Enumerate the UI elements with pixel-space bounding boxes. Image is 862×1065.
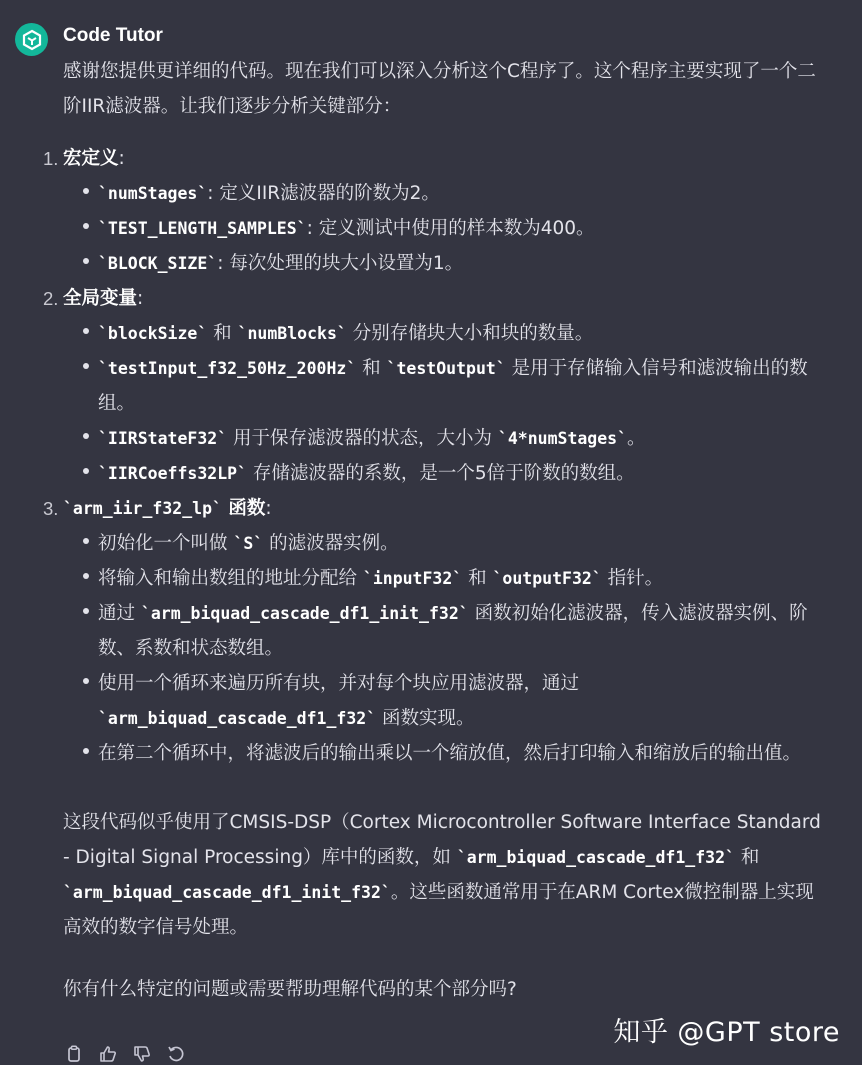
item-text: 使用一个循环来遍历所有块，并对每个块应用滤波器，通过 (98, 673, 580, 694)
message-actions (63, 1043, 187, 1065)
list-item (98, 351, 828, 421)
item-text: : 定义IIR滤波器的阶数为2。 (207, 183, 440, 204)
bullet-list (63, 526, 828, 771)
thumbs-down-button[interactable] (131, 1043, 153, 1065)
item-text: 分别存储块大小和块的数量。 (346, 323, 594, 344)
list-item (98, 456, 828, 491)
inline-code: `arm_biquad_cascade_df1_init_f32` (63, 883, 391, 902)
summary-text: 这段代码似乎使用了CMSIS-DSP（Cortex Microcontroller Software Interface Standard - Digital Signal Processing）库中的函数，如 (63, 812, 821, 868)
item-text: 函数实现。 (376, 708, 475, 729)
item-text: : 定义测试中使用的样本数为400。 (306, 218, 595, 239)
code-tutor-logo-icon (21, 29, 43, 51)
section-title: 全局变量 (63, 288, 138, 309)
item-text: 和 (207, 323, 238, 344)
summary-paragraph (63, 805, 828, 945)
item-text: 和 (462, 568, 493, 589)
section-item (43, 491, 828, 771)
inline-code: `numStages` (98, 184, 208, 203)
intro-paragraph: 感谢您提供更详细的代码。现在我们可以深入分析这个C程序了。这个程序主要实现了一个二阶IIR滤波器。让我们逐步分析关键部分： (63, 61, 816, 117)
inline-code: `blockSize` (98, 324, 208, 343)
inline-code: `S` (233, 534, 264, 553)
item-text: : 每次处理的块大小设置为1。 (217, 253, 464, 274)
inline-code: `arm_biquad_cascade_df1_f32` (456, 848, 735, 867)
item-text: 在第二个循环中，将滤波后的输出乘以一个缩放值，然后打印输入和缩放后的输出值。 (98, 743, 802, 764)
thumbs-up-icon (99, 1045, 117, 1063)
item-text: 是用于存储输入信号和滤波输出的数组。 (98, 358, 808, 414)
thumbs-up-button[interactable] (97, 1043, 119, 1065)
item-text: 通过 (98, 603, 141, 624)
inline-code: `outputF32` (492, 569, 602, 588)
copy-button[interactable] (63, 1043, 85, 1065)
list-item (98, 666, 828, 736)
question-paragraph: 你有什么特定的问题或需要帮助理解代码的某个部分吗? (63, 979, 517, 1000)
inline-code: `TEST_LENGTH_SAMPLES` (98, 219, 307, 238)
list-item (98, 596, 828, 666)
list-item (98, 561, 828, 596)
list-item (98, 211, 828, 246)
section-number: 3. (43, 498, 59, 519)
list-item (98, 316, 828, 351)
list-item (98, 526, 828, 561)
bullet-list (63, 316, 828, 491)
regenerate-button[interactable] (165, 1043, 187, 1065)
section-colon: : (265, 498, 272, 519)
item-text: 的滤波器实例。 (263, 533, 399, 554)
section-title-code: `arm_iir_f32_lp` (63, 499, 222, 518)
list-item (98, 736, 828, 771)
zhihu-watermark: 知乎 @GPT store (613, 1017, 840, 1048)
section-colon: : (118, 148, 125, 169)
list-item (98, 421, 828, 456)
inline-code: `BLOCK_SIZE` (98, 254, 218, 273)
list-item (98, 176, 828, 211)
item-text: 。 (627, 428, 646, 449)
summary-text: 。这些函数通常用于在ARM Cortex微控制器上实现高效的数字信号处理。 (63, 882, 814, 938)
section-title: 函数 (221, 498, 266, 519)
copy-icon (65, 1045, 83, 1063)
item-text: 存储滤波器的系数，是一个5倍于阶数的数组。 (247, 463, 635, 484)
item-text: 用于保存滤波器的状态，大小为 (227, 428, 498, 449)
section-item (43, 281, 828, 491)
inline-code: `numBlocks` (237, 324, 347, 343)
inline-code: `arm_biquad_cascade_df1_init_f32` (140, 604, 469, 623)
assistant-message (43, 54, 828, 1007)
sender-name: Code Tutor (63, 25, 163, 46)
inline-code: `testOutput` (386, 359, 506, 378)
inline-code: `inputF32` (362, 569, 463, 588)
inline-code: `IIRStateF32` (98, 429, 228, 448)
inline-code: `testInput_f32_50Hz_200Hz` (98, 359, 357, 378)
item-text: 函数初始化滤波器，传入滤波器实例、阶数、系数和状态数组。 (98, 603, 808, 659)
inline-code: `IIRCoeffs32LP` (98, 464, 248, 483)
list-item (98, 246, 828, 281)
section-number: 1. (43, 148, 59, 169)
item-text: 将输入和输出数组的地址分配给 (98, 568, 363, 589)
section-title: 宏定义 (63, 148, 119, 169)
code-tutor-avatar (15, 23, 48, 56)
section-colon: : (137, 288, 144, 309)
summary-text: 和 (734, 847, 760, 868)
inline-code: `arm_biquad_cascade_df1_f32` (98, 709, 377, 728)
item-text: 和 (356, 358, 387, 379)
item-text: 指针。 (601, 568, 664, 589)
section-number: 2. (43, 288, 59, 309)
thumbs-down-icon (133, 1045, 151, 1063)
section-list (43, 141, 828, 771)
bullet-list (63, 176, 828, 281)
regenerate-icon (167, 1045, 185, 1063)
inline-code: `4*numStages` (497, 429, 628, 448)
section-item (43, 141, 828, 281)
item-text: 初始化一个叫做 (98, 533, 234, 554)
